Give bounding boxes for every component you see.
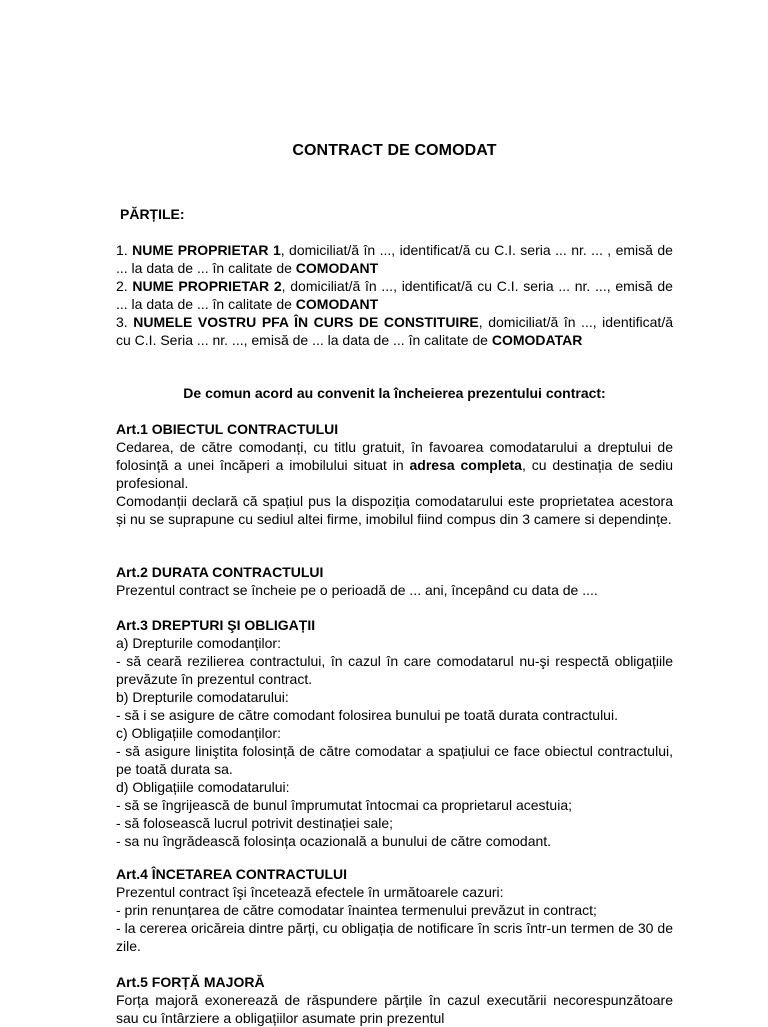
party-details: , domiciliat/ă în ..., identificat/ă cu C.I. Seria ... nr. ..., emisă de ... la data de ... în calitate de [116,314,673,348]
article-2-heading: Art.2 DURATA CONTRACTULUI [116,564,324,580]
article-4-heading: Art.4 ÎNCETAREA CONTRACTULUI [116,866,347,882]
article-3-line: d) Obligațiile comodatarului: [116,779,290,795]
article-3-line: - sa nu îngrădească folosința ocazională a bunului de către comodant. [116,833,552,849]
party-1 [116,241,673,277]
document-title: CONTRACT DE COMODAT [292,142,497,159]
article-4-line: Prezentul contract îşi încetează efectele în următoarele cazuri: [116,884,504,900]
article-2 [116,563,673,599]
party-name: NUMELE VOSTRU PFA ÎN CURS DE CONSTITUIRE [133,314,479,330]
party-number: 3. [116,314,134,330]
article-1-paragraph-1 [116,438,673,492]
parties-list [116,241,673,349]
article-3 [116,616,673,850]
party-number: 2. [116,278,133,294]
article-1-paragraph-2: Comodanții declară că spațiul pus la dispoziția comodatarului este proprietatea acestora și nu se suprapune cu sediul altei firme, imobilul fiind compus din 3 camere si dependințe. [116,493,673,527]
article-1-heading: Art.1 OBIECTUL CONTRACTULUI [116,421,339,437]
article-5-paragraph-1: Forța majoră exonerează de răspundere părțile în cazul executării necorespunzătoare sau cu întârziere a obligațiilor asumate prin prezentul [116,992,673,1026]
article-3-line: - să folosească lucrul potrivit destinației sale; [116,815,394,831]
article-3-line: b) Drepturile comodatarului: [116,689,289,705]
article-3-heading: Art.3 DREPTURI ŞI OBLIGAȚII [116,617,316,633]
party-number: 1. [116,242,133,258]
party-role: COMODATAR [491,332,583,348]
party-role: COMODANT [295,260,379,276]
party-name: NUME PROPRIETAR 1 [132,242,281,258]
article-3-line: - să i se asigure de către comodant folosirea bunului pe toată durata contractului. [116,707,618,723]
article-3-line: a) Drepturile comodanților: [116,635,281,651]
party-2 [116,277,673,313]
article-3-line: - să se îngrijească de bunul împrumutat întocmai ca proprietarul acestuia; [116,797,573,813]
party-role: COMODANT [295,296,379,312]
article-4-line: - prin renunțarea de către comodatar înaintea termenului prevăzut in contract; [116,902,597,918]
agreement-line: De comun acord au convenit la încheierea prezentului contract: [183,385,606,401]
party-details: , domiciliat/ă în ..., identificat/ă cu C.I. seria ... nr. ... , emisă de ... la data de ... în calitate de [116,242,673,276]
article-3-line: - să ceară rezilierea contractului, în cazul în care comodatarul nu-şi respectă obligațiile prevăzute în prezentul contract. [116,653,673,687]
parties-heading: PĂRȚILE: [120,206,185,222]
article-3-line: - să asigure liniştita folosință de către comodatar a spațiului ce face obiectul contractului, pe toată durata sa. [116,743,673,777]
party-details: , domiciliat/ă în ..., identificat/ă cu C.I. seria ... nr. ..., emisă de ... la data de ... în calitate de [116,278,673,312]
text-span: , cu destinația de sediu profesional. [116,457,674,491]
article-2-paragraph-1: Prezentul contract se încheie pe o perioadă de ... ani, începând cu data de .... [116,582,598,598]
party-3 [116,313,673,349]
article-5 [116,973,673,1027]
article-1 [116,420,673,528]
text-span: Cedarea, de către comodanți, cu titlu gratuit, în favoarea comodatarului a dreptului de folosință a unei încăperi a imobilului situat in [116,439,673,473]
article-4 [116,865,673,955]
party-name: NUME PROPRIETAR 2 [132,278,282,294]
article-3-line: c) Obligațiile comodanților: [116,725,281,741]
article-5-heading: Art.5 FORȚĂ MAJORĂ [116,974,265,990]
address-placeholder: adresa completa [409,457,522,473]
article-4-line: - la cererea oricăreia dintre părți, cu obligația de notificare în scris într-un termen de 30 de zile. [116,920,673,954]
